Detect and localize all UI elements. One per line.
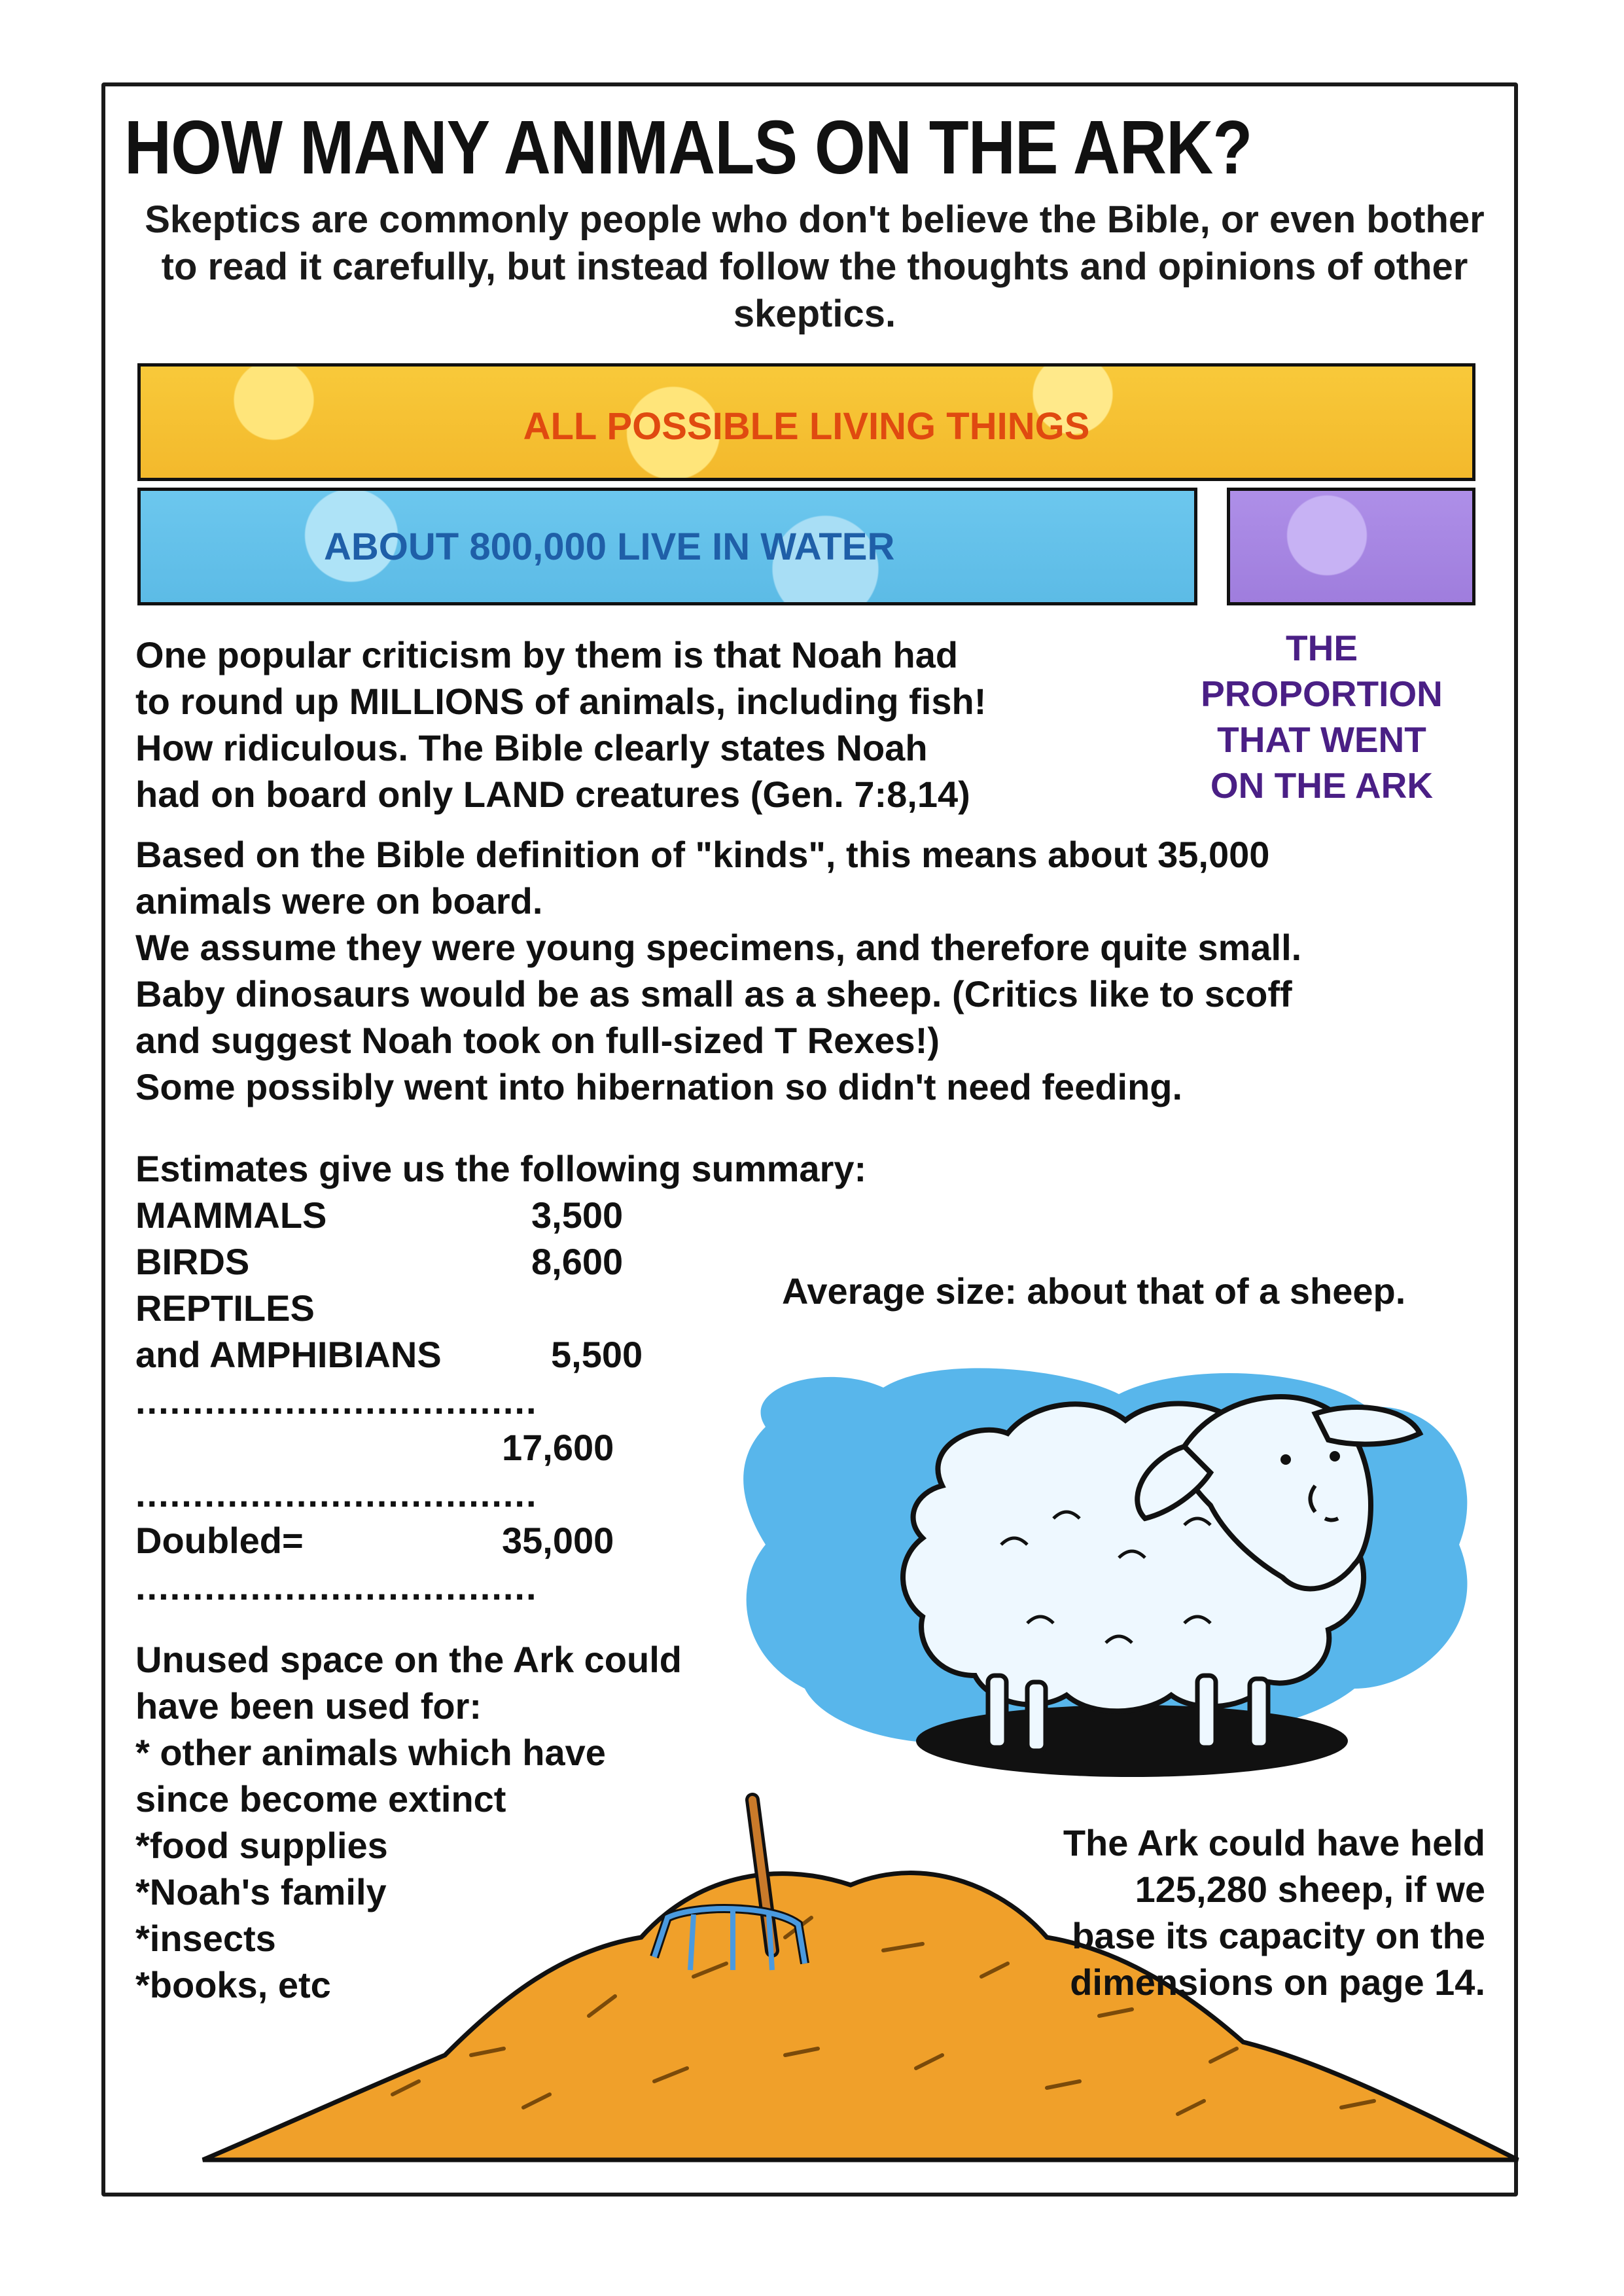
kinds-paragraph: Based on the Bible definition of "kinds", this means about 35,000 animals were on board. We assume they were young specimens, and therefore quite small. Baby dinosaurs would be as small as a sheep. (Critics like to scoff and suggest Noah took on full-sized T Rexes!) Some possibly went into hibernation so didn't need feeding. [135,834,1302,1107]
summary-row-birds: BIRDS 8,600 [135,1241,624,1282]
water-creatures-bar [137,488,1197,605]
summary-row-amphibians: and AMPHIBIANS 5,500 [135,1334,643,1375]
all-living-things-bar [137,363,1475,481]
average-size-note: Average size: about that of a sheep. [782,1270,1406,1312]
summary-divider: ................................... [135,1380,538,1422]
list-item: *food supplies [135,1825,388,1866]
summary-heading: Estimates give us the following summary: [135,1148,867,1189]
list-item: *books, etc [135,1964,331,2005]
intro-text: Skeptics are commonly people who don't believe the Bible, or even bother to read it carefully, but instead follow the thoughts and opinions of other skeptics. [145,198,1485,335]
all-living-things-label: ALL POSSIBLE LIVING THINGS [523,405,1090,448]
summary-row-total: 17,600 [502,1427,614,1468]
list-item: * other animals which have [135,1732,606,1773]
summary-row-reptiles: REPTILES [135,1287,315,1329]
sheep-illustration [726,1348,1498,1806]
list-item: *insects [135,1918,276,1959]
list-item: since become extinct [135,1778,506,1820]
ark-proportion-bar [1227,488,1475,605]
list-item: *Noah's family [135,1871,387,1912]
summary-row-mammals: MAMMALS 3,500 [135,1194,624,1236]
unused-space-list: Unused space on the Ark could have been used for: * other animals which have since become extinct *food supplies *Noah's family *insects *books, etc [135,1636,682,2008]
summary-divider: ................................... [135,1473,538,1515]
summary-row-doubled: Doubled= 35,000 [135,1520,614,1561]
page-title: HOW MANY ANIMALS ON THE ARK? [124,105,1252,190]
water-creatures-label: ABOUT 800,000 LIVE IN WATER [324,526,895,568]
ark-proportion-label: THE PROPORTION THAT WENT ON THE ARK [1201,628,1443,806]
ark-capacity-note: The Ark could have held 125,280 sheep, if we base its capacity on the dimensions on page 14. [1063,1822,1485,2003]
criticism-paragraph: One popular criticism by them is that Noah had to round up MILLIONS of animals, including fish! How ridiculous. The Bible clearly states Noah had on board only LAND creatures (Gen. 7:8,14) [135,634,987,815]
summary-divider: ................................... [135,1566,538,1607]
